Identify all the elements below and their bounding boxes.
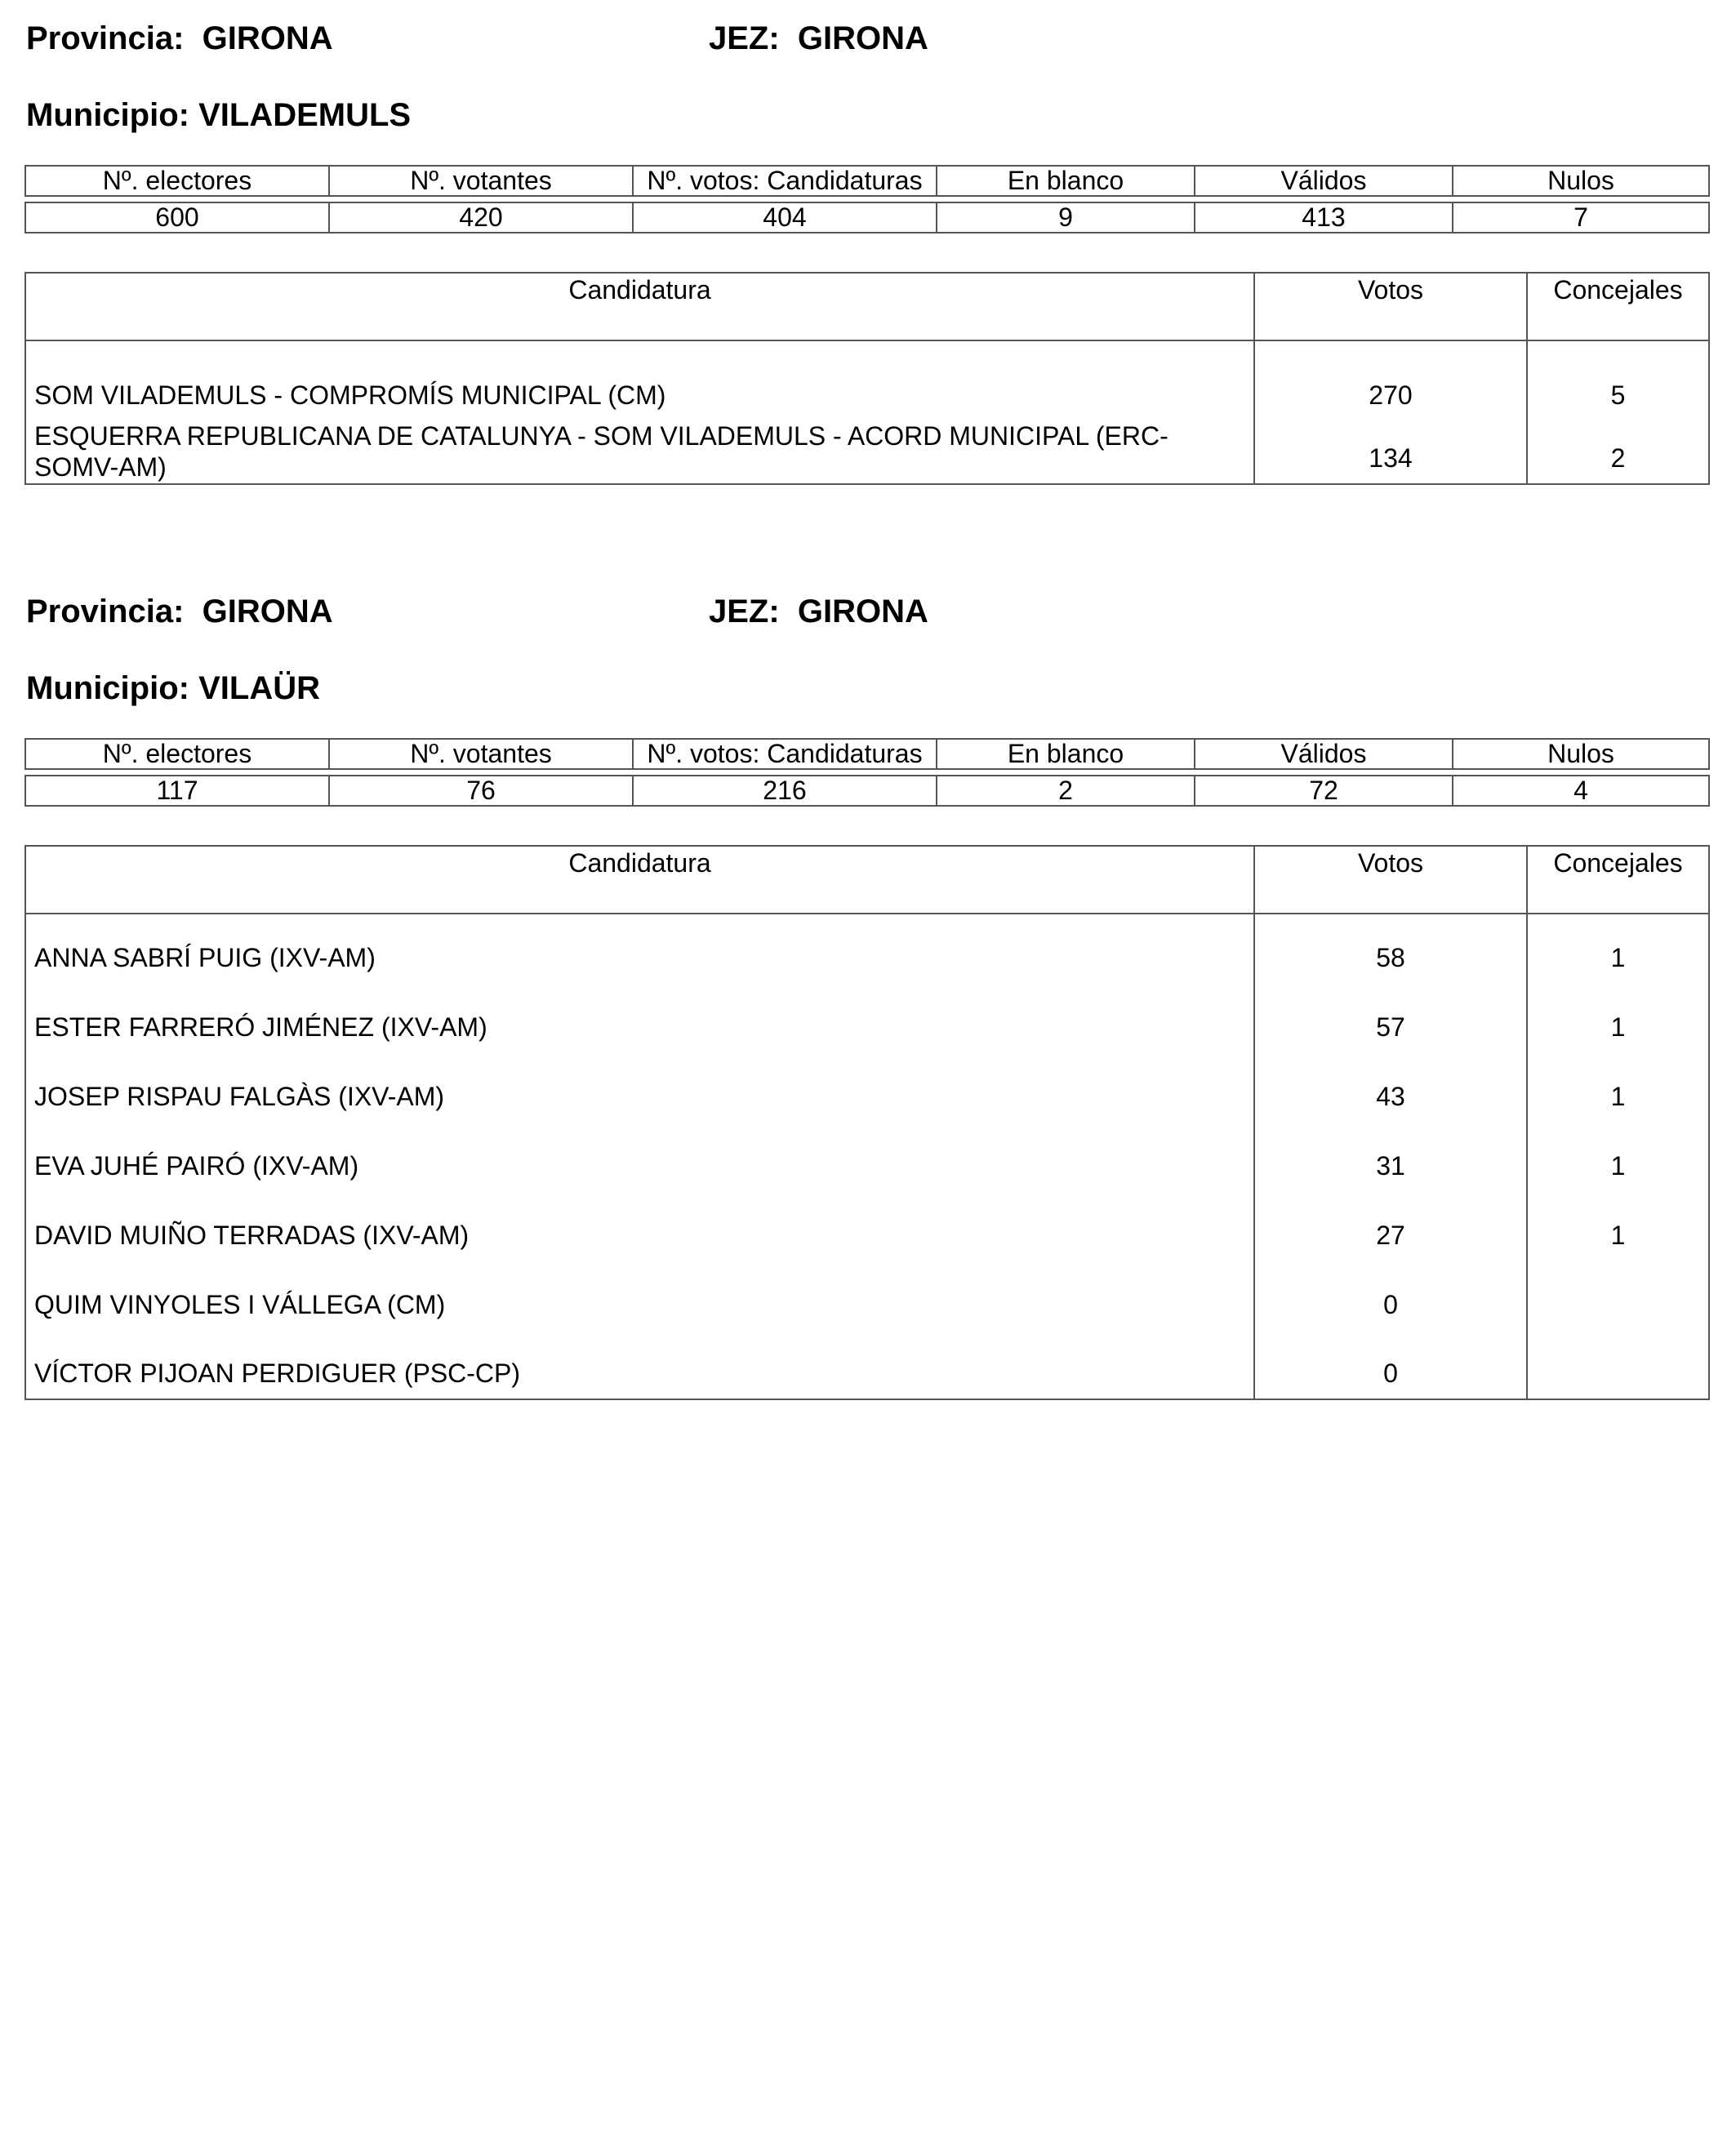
- candidate-seats: 2: [1527, 414, 1709, 484]
- provincia-label: Provincia:: [26, 594, 185, 629]
- stats-header: Nº. votos: Candidaturas: [633, 739, 937, 769]
- stats-header: Nº. electores: [25, 739, 329, 769]
- stats-header: Nº. votantes: [329, 166, 633, 196]
- candidate-seats: 1: [1527, 1191, 1709, 1261]
- stats-value: 216: [633, 776, 937, 806]
- votos-header: Votos: [1254, 846, 1527, 914]
- candidate-seats: 1: [1527, 1122, 1709, 1191]
- candidate-name: QUIM VINYOLES I VÁLLEGA (CM): [25, 1261, 1254, 1330]
- candidate-votes: 27: [1254, 1191, 1527, 1261]
- candidate-name: DAVID MUIÑO TERRADAS (IXV-AM): [25, 1191, 1254, 1261]
- municipio-label: Municipio:: [26, 670, 189, 706]
- stats-value: 72: [1195, 776, 1453, 806]
- candidate-name: JOSEP RISPAU FALGÀS (IXV-AM): [25, 1052, 1254, 1122]
- table-row: [25, 1261, 1709, 1330]
- concejales-header: Concejales: [1527, 846, 1709, 914]
- votos-header: Votos: [1254, 273, 1527, 340]
- candidate-name: ESTER FARRERÓ JIMÉNEZ (IXV-AM): [25, 983, 1254, 1052]
- municipio-label: Municipio:: [26, 97, 189, 133]
- candidate-seats: 1: [1527, 914, 1709, 983]
- stats-value-row: [25, 202, 1709, 233]
- stats-value: 2: [937, 776, 1195, 806]
- table-row: [25, 340, 1709, 414]
- candidate-votes: 134: [1254, 414, 1527, 484]
- candidate-votes: 57: [1254, 983, 1527, 1052]
- candidate-votes: 58: [1254, 914, 1527, 983]
- table-row: [25, 1330, 1709, 1399]
- provincia-value: GIRONA: [202, 594, 333, 629]
- candidates-header-row: [25, 273, 1709, 340]
- candidates-table: [24, 272, 1710, 485]
- stats-value: 117: [25, 776, 329, 806]
- jez-heading: [709, 595, 928, 628]
- candidatura-header: Candidatura: [25, 273, 1254, 340]
- table-row: [25, 1191, 1709, 1261]
- provincia-heading: [26, 595, 333, 628]
- candidate-votes: 0: [1254, 1261, 1527, 1330]
- candidate-votes: 31: [1254, 1122, 1527, 1191]
- stats-header: Válidos: [1195, 166, 1453, 196]
- candidate-seats: [1527, 1330, 1709, 1399]
- candidate-name: ESQUERRA REPUBLICANA DE CATALUNYA - SOM VILADEMULS - ACORD MUNICIPAL (ERC-SOMV-AM): [25, 414, 1254, 484]
- stats-header: Nulos: [1453, 166, 1709, 196]
- stats-header: Nº. electores: [25, 166, 329, 196]
- stats-value: 404: [633, 202, 937, 233]
- stats-header-row: [25, 739, 1709, 769]
- jez-value: GIRONA: [797, 20, 928, 56]
- candidate-name: SOM VILADEMULS - COMPROMÍS MUNICIPAL (CM): [25, 340, 1254, 414]
- table-row: [25, 983, 1709, 1052]
- concejales-header: Concejales: [1527, 273, 1709, 340]
- stats-header: Nº. votos: Candidaturas: [633, 166, 937, 196]
- candidate-votes: 270: [1254, 340, 1527, 414]
- candidate-name: ANNA SABRÍ PUIG (IXV-AM): [25, 914, 1254, 983]
- jez-label: JEZ:: [709, 594, 780, 629]
- table-row: [25, 414, 1709, 484]
- stats-header: En blanco: [937, 166, 1195, 196]
- candidatura-header: Candidatura: [25, 846, 1254, 914]
- stats-header: Nulos: [1453, 739, 1709, 769]
- candidate-seats: 1: [1527, 1052, 1709, 1122]
- municipio-heading: [26, 99, 411, 131]
- stats-value: 420: [329, 202, 633, 233]
- candidate-seats: 1: [1527, 983, 1709, 1052]
- municipio-value: VILAÜR: [198, 670, 320, 706]
- stats-value: 413: [1195, 202, 1453, 233]
- candidate-seats: [1527, 1261, 1709, 1330]
- jez-heading: [709, 22, 928, 55]
- stats-value-row: [25, 776, 1709, 806]
- jez-value: GIRONA: [797, 594, 928, 629]
- stats-header: Nº. votantes: [329, 739, 633, 769]
- provincia-value: GIRONA: [202, 20, 333, 56]
- electoral-stats-table: [24, 165, 1710, 233]
- table-row: [25, 1052, 1709, 1122]
- stats-value: 4: [1453, 776, 1709, 806]
- candidate-name: EVA JUHÉ PAIRÓ (IXV-AM): [25, 1122, 1254, 1191]
- electoral-stats-table: [24, 738, 1710, 807]
- municipio-heading: [26, 672, 320, 705]
- candidates-table: [24, 845, 1710, 1400]
- candidates-header-row: [25, 846, 1709, 914]
- provincia-label: Provincia:: [26, 20, 185, 56]
- table-row: [25, 914, 1709, 983]
- stats-value: 9: [937, 202, 1195, 233]
- municipio-value: VILADEMULS: [198, 97, 412, 133]
- stats-value: 7: [1453, 202, 1709, 233]
- table-row: [25, 1122, 1709, 1191]
- stats-header: En blanco: [937, 739, 1195, 769]
- stats-value: 600: [25, 202, 329, 233]
- provincia-heading: [26, 22, 333, 55]
- candidate-votes: 43: [1254, 1052, 1527, 1122]
- stats-value: 76: [329, 776, 633, 806]
- candidate-seats: 5: [1527, 340, 1709, 414]
- candidate-name: VÍCTOR PIJOAN PERDIGUER (PSC-CP): [25, 1330, 1254, 1399]
- candidate-votes: 0: [1254, 1330, 1527, 1399]
- jez-label: JEZ:: [709, 20, 780, 56]
- stats-header-row: [25, 166, 1709, 196]
- stats-header: Válidos: [1195, 739, 1453, 769]
